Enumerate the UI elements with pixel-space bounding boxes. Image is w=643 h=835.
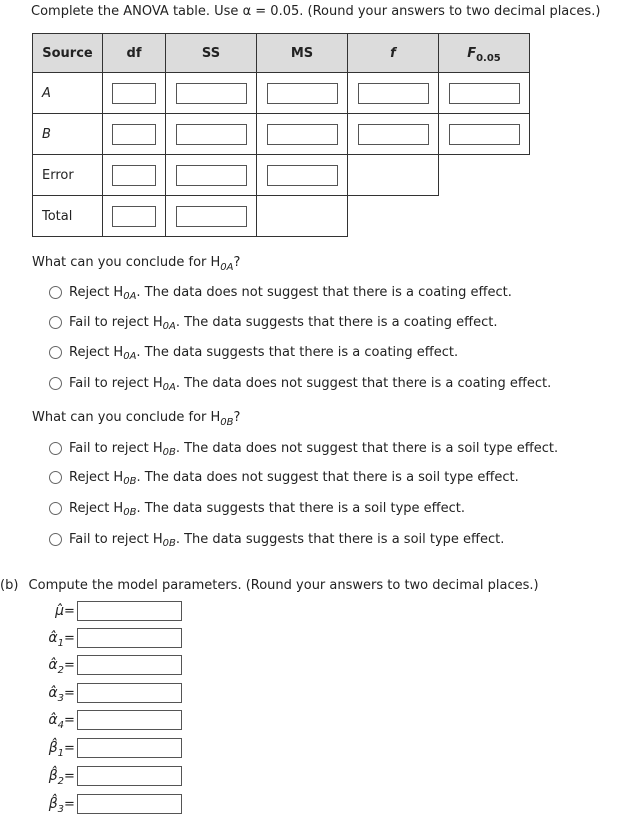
option-text-end: . The data suggests that there is a coating effect. — [175, 315, 498, 330]
param-alpha-3 — [0, 683, 182, 703]
radio-button[interactable] — [49, 442, 62, 455]
header-f: f — [348, 34, 439, 73]
param-alpha-1 — [0, 628, 182, 648]
anova-table — [32, 33, 530, 237]
header-fcrit-sub: 0.05 — [476, 52, 501, 64]
param-symbol-base: β̂ — [48, 796, 58, 812]
q1-prompt-end: ? — [233, 255, 241, 270]
param-beta-1 — [0, 738, 182, 758]
equals-sign: = — [64, 630, 75, 646]
b-f-input[interactable] — [358, 124, 429, 145]
error-ss-input[interactable] — [176, 165, 247, 186]
question-h0b — [32, 410, 241, 428]
param-beta-3 — [0, 794, 182, 814]
option-text-end: . The data suggests that there is a soil type effect. — [175, 532, 505, 547]
b-ss-input[interactable] — [176, 124, 247, 145]
part-b-heading — [0, 578, 539, 593]
param-symbol-base: α̂ — [48, 712, 58, 728]
header-fcrit — [439, 34, 530, 73]
param-symbol — [0, 630, 64, 649]
param-symbol-sub: 2 — [57, 776, 64, 787]
a-df-input[interactable] — [112, 83, 156, 104]
q1-option-1[interactable] — [49, 285, 512, 300]
a-ms-input[interactable] — [267, 83, 338, 104]
q2-prompt: What can you conclude for H — [32, 410, 221, 425]
equals-sign: = — [64, 768, 75, 784]
header-ss: SS — [166, 34, 257, 73]
option-text-end: . The data suggests that there is a coating effect. — [136, 345, 459, 360]
option-text-end: . The data does not suggest that there is a coating effect. — [136, 285, 512, 300]
beta-3-input[interactable] — [77, 794, 182, 814]
b-fcrit-input[interactable] — [449, 124, 520, 145]
param-symbol — [0, 712, 64, 731]
option-text-end: . The data does not suggest that there is a soil type effect. — [136, 470, 519, 485]
param-alpha-2 — [0, 655, 182, 675]
option-text: Reject H — [69, 470, 124, 485]
param-symbol-base: β̂ — [48, 768, 58, 784]
param-symbol-sub: 1 — [57, 748, 64, 759]
option-sub: 0B — [162, 447, 176, 458]
param-symbol-sub: 3 — [57, 693, 64, 704]
alpha-2-input[interactable] — [77, 655, 182, 675]
table-header-row — [33, 34, 530, 73]
error-df-input[interactable] — [112, 165, 156, 186]
option-sub: 0A — [162, 382, 176, 393]
option-sub: 0B — [123, 507, 137, 518]
param-symbol — [0, 740, 64, 759]
q1-prompt: What can you conclude for H — [32, 255, 221, 270]
total-df-input[interactable] — [112, 206, 156, 227]
a-fcrit-input[interactable] — [449, 83, 520, 104]
param-symbol-base: α̂ — [48, 630, 58, 646]
param-symbol-base: β̂ — [48, 740, 58, 756]
equals-sign: = — [64, 657, 75, 673]
b-ms-input[interactable] — [267, 124, 338, 145]
radio-button[interactable] — [49, 286, 62, 299]
option-sub: 0B — [162, 538, 176, 549]
param-symbol — [0, 603, 64, 619]
a-f-input[interactable] — [358, 83, 429, 104]
radio-button[interactable] — [49, 471, 62, 484]
option-text: Reject H — [69, 285, 124, 300]
total-ms-empty — [257, 196, 348, 237]
option-text: Reject H — [69, 345, 124, 360]
option-text-end: . The data suggests that there is a soil type effect. — [136, 501, 465, 516]
option-text: Fail to reject H — [69, 532, 163, 547]
q1-option-4[interactable] — [49, 376, 551, 391]
q1-option-3[interactable] — [49, 345, 458, 360]
param-mu-hat — [0, 601, 182, 621]
beta-2-input[interactable] — [77, 766, 182, 786]
radio-button[interactable] — [49, 316, 62, 329]
b-df-input[interactable] — [112, 124, 156, 145]
option-text: Fail to reject H — [69, 376, 163, 391]
alpha-3-input[interactable] — [77, 683, 182, 703]
option-sub: 0A — [162, 321, 176, 332]
param-symbol-base: α̂ — [48, 685, 58, 701]
error-fcrit-blank — [439, 155, 530, 196]
table-row-a — [33, 73, 530, 114]
option-sub: 0A — [123, 351, 137, 362]
header-df: df — [103, 34, 166, 73]
radio-button[interactable] — [49, 533, 62, 546]
table-row-total — [33, 196, 530, 237]
param-symbol-sub: 4 — [57, 720, 64, 731]
row-label-b: B — [33, 114, 103, 155]
option-sub: 0A — [123, 291, 137, 302]
param-symbol-sub: 2 — [57, 665, 64, 676]
total-f-blank — [348, 196, 439, 237]
q1-option-2[interactable] — [49, 315, 498, 330]
radio-button[interactable] — [49, 502, 62, 515]
option-text: Reject H — [69, 501, 124, 516]
q2-option-1[interactable] — [49, 441, 558, 456]
q2-prompt-end: ? — [233, 410, 241, 425]
mu-hat-input[interactable] — [77, 601, 182, 621]
error-ms-input[interactable] — [267, 165, 338, 186]
param-symbol — [0, 657, 64, 676]
option-sub: 0B — [123, 476, 137, 487]
radio-button[interactable] — [49, 346, 62, 359]
alpha-4-input[interactable] — [77, 710, 182, 730]
alpha-1-input[interactable] — [77, 628, 182, 648]
row-label-total: Total — [33, 196, 103, 237]
q1-prompt-sub: 0A — [220, 262, 234, 273]
instructions: Complete the ANOVA table. Use α = 0.05. (Round your answers to two decimal places.) — [31, 4, 601, 19]
row-label-error: Error — [33, 155, 103, 196]
param-symbol-base: μ̂ — [55, 603, 64, 619]
a-ss-input[interactable] — [176, 83, 247, 104]
q2-prompt-sub: 0B — [220, 417, 234, 428]
equals-sign: = — [64, 603, 75, 619]
header-ms: MS — [257, 34, 348, 73]
equals-sign: = — [64, 740, 75, 756]
param-symbol — [0, 685, 64, 704]
beta-1-input[interactable] — [77, 738, 182, 758]
part-b-text: Compute the model parameters. (Round your answers to two decimal places.) — [28, 578, 539, 593]
table-row-b — [33, 114, 530, 155]
question-h0a — [32, 255, 241, 273]
q2-option-2[interactable] — [49, 470, 519, 485]
part-b-label: (b) — [0, 578, 19, 593]
param-symbol-sub: 1 — [57, 638, 64, 649]
equals-sign: = — [64, 685, 75, 701]
error-f-empty — [348, 155, 439, 196]
q2-option-4[interactable] — [49, 532, 504, 547]
header-source: Source — [33, 34, 103, 73]
total-fcrit-blank — [439, 196, 530, 237]
param-symbol — [0, 768, 64, 787]
param-beta-2 — [0, 766, 182, 786]
param-symbol-sub: 3 — [57, 804, 64, 815]
option-text-end: . The data does not suggest that there is a soil type effect. — [175, 441, 559, 456]
row-label-a: A — [33, 73, 103, 114]
param-symbol-base: α̂ — [48, 657, 58, 673]
option-text: Fail to reject H — [69, 315, 163, 330]
param-symbol — [0, 796, 64, 815]
param-alpha-4 — [0, 710, 182, 730]
equals-sign: = — [64, 712, 75, 728]
total-ss-input[interactable] — [176, 206, 247, 227]
radio-button[interactable] — [49, 377, 62, 390]
q2-option-3[interactable] — [49, 501, 465, 516]
equals-sign: = — [64, 796, 75, 812]
table-row-error — [33, 155, 530, 196]
option-text-end: . The data does not suggest that there is a coating effect. — [175, 376, 552, 391]
header-fcrit-main: F — [467, 45, 477, 61]
option-text: Fail to reject H — [69, 441, 163, 456]
